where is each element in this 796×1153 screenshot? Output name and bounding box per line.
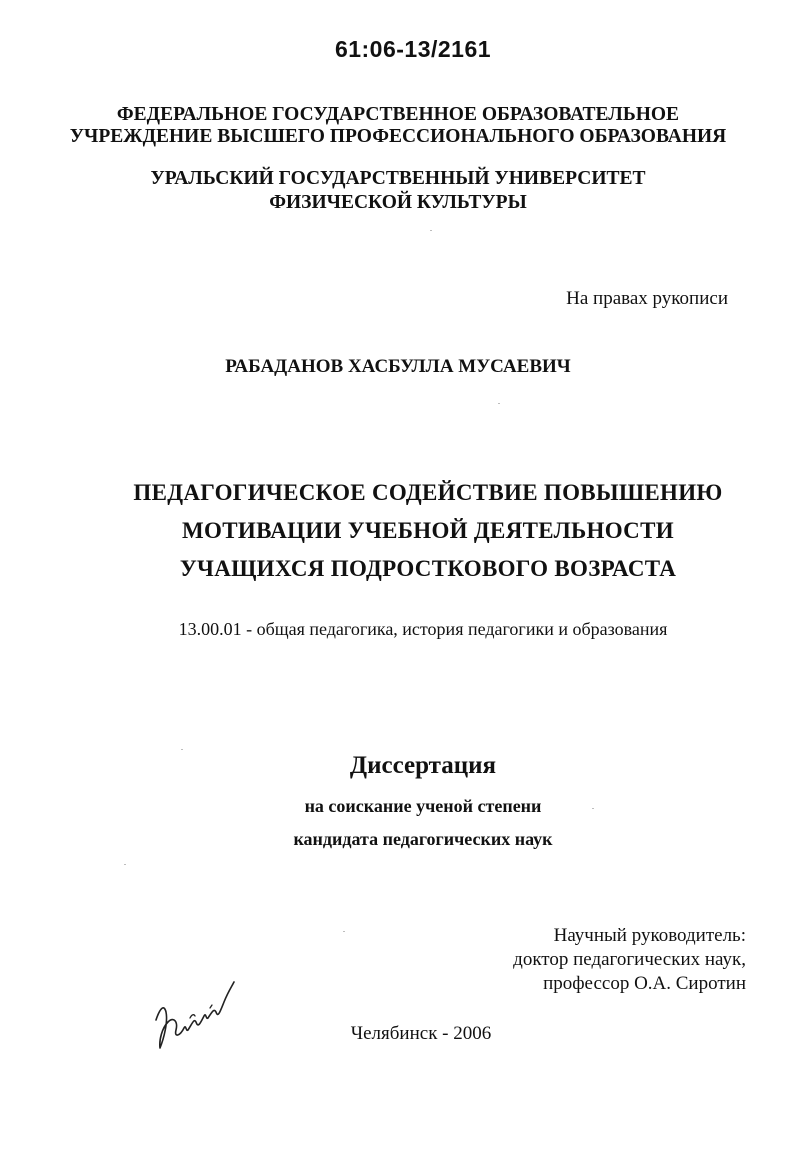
degree-line-1: на соискание ученой степени <box>304 796 542 816</box>
dissertation-title-line-1: ПЕДАГОГИЧЕСКОЕ СОДЕЙСТВИЕ ПОВЫШЕНИЮ <box>133 480 723 505</box>
institution-line-2: УЧРЕЖДЕНИЕ ВЫСШЕГО ПРОФЕССИОНАЛЬНОГО ОБРАЗОВАНИЯ <box>69 126 727 147</box>
document-code: 61:06-13/2161 <box>334 36 492 62</box>
advisor-name: профессор О.А. Сиротин <box>543 973 746 994</box>
city-year: Челябинск - 2006 <box>350 1023 492 1044</box>
handwritten-signature <box>150 978 245 1058</box>
university-line-1: УРАЛЬСКИЙ ГОСУДАРСТВЕННЫЙ УНИВЕРСИТЕТ <box>150 168 646 189</box>
dissertation-title-line-3: УЧАЩИХСЯ ПОДРОСТКОВОГО ВОЗРАСТА <box>179 556 677 581</box>
scan-speck <box>181 749 183 750</box>
scan-speck <box>430 230 432 231</box>
institution-line-1: ФЕДЕРАЛЬНОЕ ГОСУДАРСТВЕННОЕ ОБРАЗОВАТЕЛЬНОЕ <box>116 104 680 125</box>
advisor-label: Научный руководитель: <box>553 925 746 946</box>
dissertation-title-line-2: МОТИВАЦИИ УЧЕБНОЙ ДЕЯТЕЛЬНОСТИ <box>182 518 674 543</box>
document-type: Диссертация <box>349 752 497 779</box>
scan-speck <box>592 808 594 809</box>
manuscript-note: На правах рукописи <box>566 288 728 309</box>
specialty-code: 13.00.01 - общая педагогика, история педагогики и образования <box>178 619 668 639</box>
advisor-degree: доктор педагогических наук, <box>513 949 746 970</box>
degree-line-2: кандидата педагогических наук <box>293 829 553 849</box>
university-line-2: ФИЗИЧЕСКОЙ КУЛЬТУРЫ <box>269 192 527 213</box>
scan-speck <box>498 403 500 404</box>
scan-speck <box>124 864 126 865</box>
author-name: РАБАДАНОВ ХАСБУЛЛА МУСАЕВИЧ <box>225 356 571 377</box>
scan-speck <box>343 931 345 932</box>
